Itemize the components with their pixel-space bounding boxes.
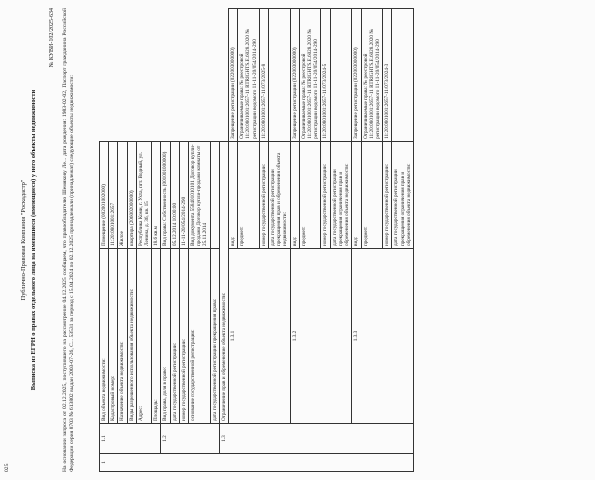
field-label: Виды разрешенного использования объекта недвижимости:	[127, 249, 136, 424]
encumbrance-number: 1.3.1	[229, 249, 291, 424]
field-value: 11:20:0801001:2657	[109, 141, 118, 248]
field-label: номер государственной регистрации:	[179, 249, 188, 424]
document-title: Выписка из ЕГРН о правах отдельного лица на имевшиеся (имеющиеся) у него объекты недвижимости	[30, 89, 37, 391]
field-label: дата государственной регистрации прекращения ограничения прав и обременения объекта недвижимости:	[330, 141, 352, 248]
encumbrance-row	[352, 9, 361, 472]
field-value: Запрещение регистрации (022003000000)	[352, 9, 361, 142]
encumbrance-number: 1.3.2	[290, 249, 352, 424]
property-table	[99, 8, 414, 472]
table-row	[219, 9, 228, 472]
field-value: Вид документа 558401010101 Договор купли-продажи Договор купли-продажи комнаты от 25.11.2014	[189, 141, 211, 248]
field-label: Вид права, доля в праве:	[161, 249, 170, 424]
field-value: 05.12.2014 10:00:00	[170, 141, 179, 248]
field-label: номер государственной регистрации:	[259, 141, 268, 248]
table-row	[189, 9, 211, 472]
field-value	[210, 141, 219, 248]
encumbrance-number: 1.3.3	[352, 249, 414, 424]
field-value: Ограничиваемые права: № реестровой 11:20:0801001:2657-11 RTRIGHTS.E.6028.2020 № регистрации ведомого 11-11-20/054/2014-290	[299, 9, 321, 142]
field-value: Запрещение регистрации (022003000000)	[229, 9, 238, 142]
field-label: номер государственной регистрации:	[383, 141, 392, 248]
field-label: основание государственной регистрации:	[189, 249, 211, 424]
field-label: дата государственной регистрации:	[170, 249, 179, 424]
field-label: предмет:	[238, 141, 260, 248]
field-label: вид:	[352, 141, 361, 248]
field-label: вид:	[229, 141, 238, 248]
encumbrance-row	[290, 9, 299, 472]
subsection-number: 1.3	[219, 424, 413, 454]
field-label: Кадастровый номер:	[109, 249, 118, 424]
field-label: Ограничение прав и обременение объекта недвижимости:	[219, 141, 228, 423]
field-label: Площадь:	[152, 249, 161, 424]
field-value	[330, 9, 352, 142]
field-value: квартира (206002000000)	[127, 141, 136, 248]
subsection-number: 1.2	[161, 424, 219, 454]
field-value: Республика Коми, г. Ухта, пгт. Водный, ул. Ленина, д. 36, кв. 15	[136, 141, 151, 248]
table-row	[136, 9, 151, 472]
field-label: Адрес:	[136, 249, 151, 424]
field-value: 11:20:0801001:2657-11/073/2024-5	[321, 9, 330, 142]
field-label: дата государственной регистрации прекращения прав и обременения объекта недвижимости:	[269, 141, 291, 248]
field-value: 11:20:0801001:2657-11/073/2024-3	[383, 9, 392, 142]
table-row	[127, 9, 136, 472]
table-row	[170, 9, 179, 472]
field-value	[269, 9, 291, 142]
field-value: Ограничиваемые права: № реестровой 11:20:0801001:2657-11 RTRIGHTS.E.6028.2020 № регистрации ведомого 11-11-20/054/2014-290	[361, 9, 383, 142]
field-value: 18.6 кв.м	[152, 141, 161, 248]
field-label: Назначение объекта недвижимости:	[118, 249, 127, 424]
encumbrance-row	[229, 9, 238, 472]
table-row	[118, 9, 127, 472]
field-value	[392, 9, 414, 142]
field-value: Запрещение регистрации (022003000000)	[290, 9, 299, 142]
field-value: 11:20:0801001:2657-11/073/2025-8	[259, 9, 268, 142]
field-label: предмет:	[361, 141, 383, 248]
field-label: номер государственной регистрации:	[321, 141, 330, 248]
table-row	[161, 9, 170, 472]
field-value: Помещение (002001002000)	[100, 141, 109, 248]
subsection-number: 1.1	[100, 424, 161, 454]
table-row	[152, 9, 161, 472]
table-row	[210, 9, 219, 472]
section-number: 1	[100, 454, 414, 472]
field-label: дата государственной регистрации прекращения права:	[210, 249, 219, 424]
table-row	[100, 9, 109, 472]
table-row	[179, 9, 188, 472]
page-fragment-number: 025	[4, 463, 10, 472]
field-value: Ограничиваемые права: № реестровой 11:20:0801001:2657-11 RTRIGHTS.E.6028.2020 № регистрации ведомого 11-11-20/054/2014-290	[238, 9, 260, 142]
field-label: Вид объекта недвижимости:	[100, 249, 109, 424]
table-row	[109, 9, 118, 472]
organization-name: Публично-Правовая Компания "Роскадастр"	[20, 179, 27, 301]
field-value: Вид права: Собственность (001001000000)	[161, 141, 170, 248]
field-label: дата государственной регистрации прекращения ограничения прав и обременения объекта недвижимости:	[392, 141, 414, 248]
field-label: предмет:	[299, 141, 321, 248]
document-number: № КУВИ-102/2025-634	[49, 8, 55, 68]
field-label: вид:	[290, 141, 299, 248]
intro-paragraph: На основании запроса от 02.12.2025, поступившего на рассмотрение 04.12.2025 сообщаем, что правообладателю Шемякову Ле... дата рождения: 1983-02-02, Паспорт гражданина Российской Федерации серия 8703 № 613802 выдан 2003-07-26, С... 53531 за период с 15.04.2024 по 02.12.2025 принадлежали (принадлежат) следующие объекты недвижимости:	[62, 8, 75, 472]
field-value: 11-11-20/054/2014-290	[179, 141, 188, 248]
field-value: Жилое	[118, 141, 127, 248]
